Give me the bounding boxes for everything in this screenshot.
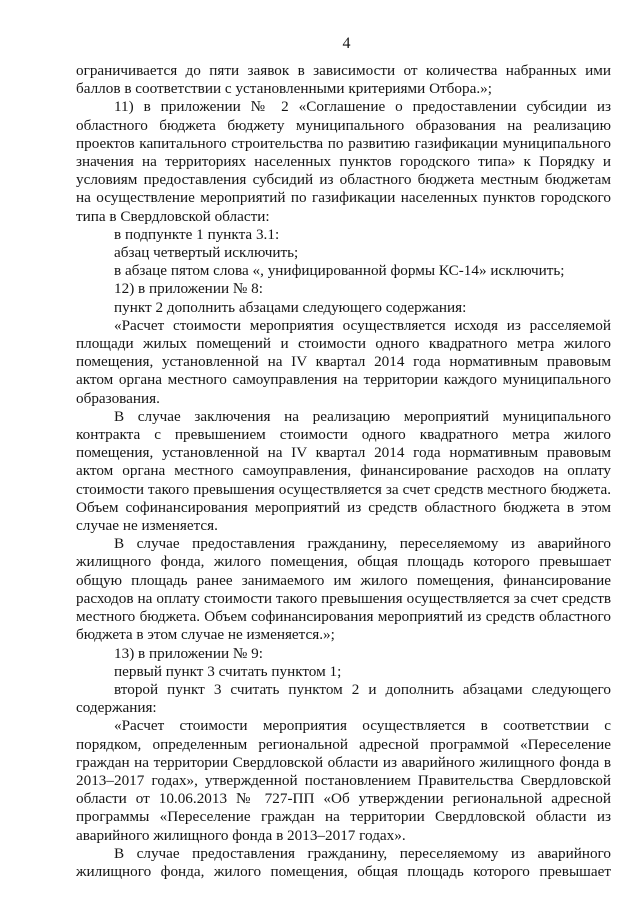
paragraph: второй пункт 3 считать пунктом 2 и дополнить абзацами следующего содержания: (76, 680, 611, 717)
paragraph: В случае предоставления гражданину, переселяемому из аварийного жилищного фонда, жилого помещения, общая площадь которого превышает (76, 844, 611, 880)
paragraph: первый пункт 3 считать пунктом 1; (114, 662, 342, 680)
paragraph: «Расчет стоимости мероприятия осуществляется в соответствии с порядком, определенным региональной адресной программой «Переселение граждан на территории Свердловской области из аварийного жилищного фонда в 2013–2017 годах», утвержденной постановлением Правительства Свердловской области от 10.06.2013 № 727-ПП «Об утверждении региональной адресной программы «Переселение граждан на территории Свердловской области из аварийного жилищного фонда в 2013–2017 годах». (76, 717, 611, 844)
paragraph: 12) в приложении № 8: (114, 280, 263, 298)
paragraph: В случае предоставления гражданину, переселяемому из аварийного жилищного фонда, жилого помещения, общая площадь которого превышает общую площадь ранее занимаемого им жилого помещения, финансирование расходов на оплату стоимости такого превышения осуществляется за счет средств местного бюджета. Объем софинансирования мероприятий из средств областного бюджета в этом случае не изменяется.»; (76, 535, 611, 644)
document-page (76, 34, 611, 881)
paragraph: ограничивается до пяти заявок в зависимости от количества набранных ими баллов в соответствии с установленными критериями Отбора.»; (76, 62, 611, 98)
paragraph: в абзаце пятом слова «, унифицированной формы КС-14» исключить; (114, 262, 565, 280)
paragraph: 11) в приложении № 2 «Соглашение о предоставлении субсидии из областного бюджета бюджету муниципального образования на реализацию проектов капитального строительства по развитию газификации муниципального значения на территориях населенных пунктов городского типа» к Порядку и условиям предоставления субсидий из областного бюджета местным бюджетам на осуществление мероприятий по газификации населенных пунктов городского типа в Свердловской области: (76, 98, 611, 225)
page-number: 4 (342, 35, 351, 52)
paragraph: «Расчет стоимости мероприятия осуществляется исходя из расселяемой площади жилых помещений и стоимости одного квадратного метра жилого помещения, установленной на IV квартал 2014 года нормативным правовым актом органа местного самоуправления на территории каждого муниципального образования. (76, 316, 611, 407)
document-body (76, 62, 611, 881)
paragraph: в подпункте 1 пункта 3.1: (114, 225, 280, 243)
paragraph: абзац четвертый исключить; (114, 244, 299, 262)
paragraph: 13) в приложении № 9: (114, 644, 263, 662)
paragraph: В случае заключения на реализацию мероприятий муниципального контракта с превышением стоимости одного квадратного метра жилого помещения, установленной на IV квартал 2014 года нормативным правовым актом органа местного самоуправления, финансирование расходов на оплату стоимости такого превышения осуществляется за счет средств местного бюджета. Объем софинансирования мероприятий из средств областного бюджета в этом случае не изменяется. (76, 407, 611, 535)
paragraph: пункт 2 дополнить абзацами следующего содержания: (114, 298, 467, 316)
